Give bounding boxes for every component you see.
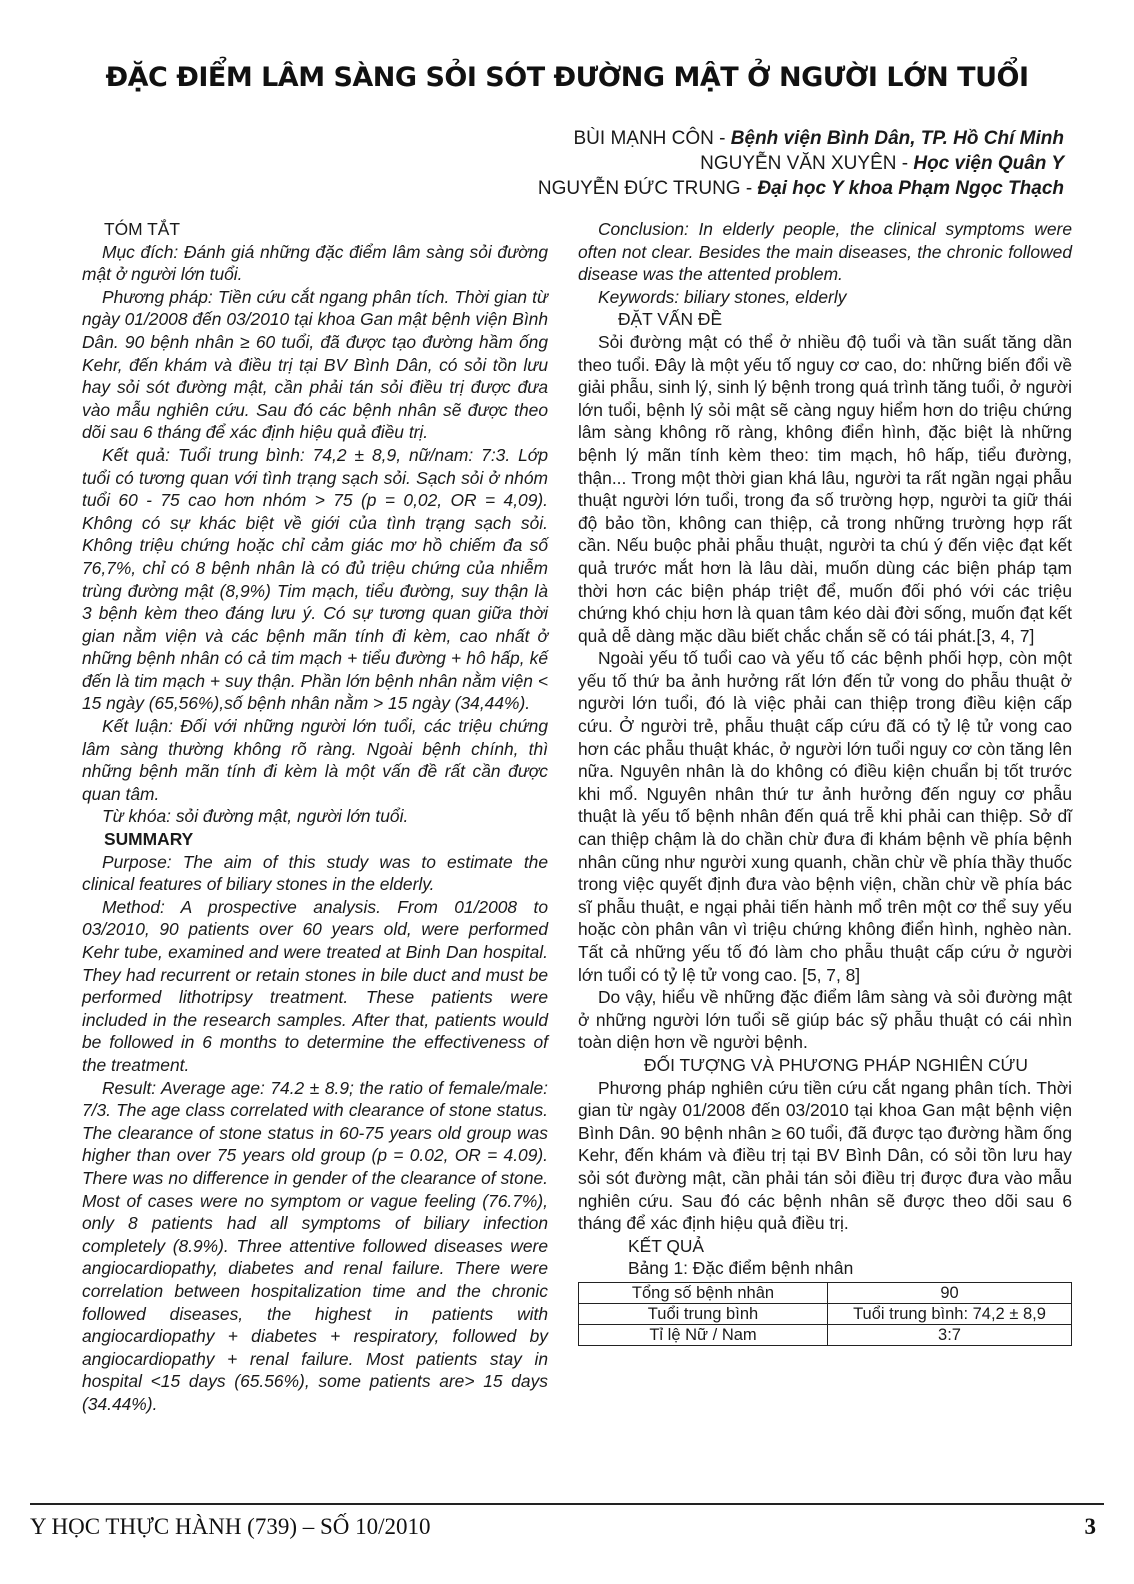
table-cell: Tuổi trung bình: 74,2 ± 8,9 [828,1303,1072,1324]
summary-conclusion: Conclusion: In elderly people, the clinical symptoms were often not clear. Besides the main diseases, the chronic followed disease was the attented problem. [578,219,1072,285]
author-name: NGUYỄN ĐỨC TRUNG - [537,178,758,199]
intro-paragraph: Do vậy, hiểu về những đặc điểm lâm sàng và sỏi đường mật ở những người lớn tuổi sẽ giúp bác sỹ phẫu thuật có cái nhìn toàn diện hơn về người bệnh. [578,987,1072,1053]
table-cell: Tổng số bệnh nhân [579,1282,828,1303]
summary-result: Result: Average age: 74.2 ± 8.9; the ratio of female/male: 7/3. The age class correlated with clearance of stone status. The clearance of stone status in 60-75 years old group was higher than over 75 years old group (p = 0.02, OR = 4.09). There was no difference in gender of the clearance of stone. Most of cases were no symptom or vague feeling (76.7%), only 8 patients had all symptoms of biliary infection completely (8.9%). Three attentive followed diseases were angiocardiopathy, diabetes and renal failure. There were correlation between hospitalization time and the chronic followed diseases, the highest in patients with angiocardiopathy + diabetes + respiratory, followed by angiocardiopathy + renal failure. Most patients stay in hospital <15 days (65.56%), some patients are> 15 days (34.44%). [82,1077,548,1414]
author-name: NGUYỄN VĂN XUYÊN - [700,153,914,174]
intro-paragraph: Sỏi đường mật có thể ở nhiều độ tuổi và tần suất tăng dần theo tuổi. Đây là một yếu tố nguy cơ cao, do: những biến đổi về giải phẫu, sinh lý, sinh lý bệnh trong quá trình tăng tuổi, ở người lớn tuổi, bệnh lý sỏi mật sẽ càng nguy hiểm hơn do triệu chứng lâm sàng không rõ ràng, không điển hình, đặc biệt là những bệnh lý mãn tính kèm theo: tim mạch, hô hấp, tiểu đường, thận... Trong một thời gian khá lâu, người ta rất ngần ngại phẫu thuật người lớn tuổi, trong đa số trường hợp, người ta giữ thái độ bảo tồn, không can thiệp, cả trong những trường hợp rất cần. Nếu buộc phải phẫu thuật, người ta chú ý đến việc đạt kết quả trước mắt hơn là lâu dài, muốn dùng các biện pháp tạm thời hơn các biện pháp triệt để, muốn đối phó với các triệu chứng khó chịu hơn là quan tâm kéo dài đời sống, muốn đạt kết quả dễ dàng mặc dầu biết chắc chắn sẽ có tái phát.[3, 4, 7] [578,331,1072,646]
summary-purpose: Purpose: The aim of this study was to estimate the clinical features of biliary stones in the elderly. [82,851,548,895]
table-row [579,1324,1072,1345]
table-cell: Tuổi trung bình [579,1303,828,1324]
author-line [538,126,1064,151]
left-column [82,218,548,1415]
footer-divider [30,1503,1104,1505]
author-affiliation: Bệnh viện Bình Dân, TP. Hồ Chí Minh [730,128,1064,149]
author-line [538,151,1064,176]
table-cell: Tỉ lệ Nữ / Nam [579,1324,828,1345]
article-title: ĐẶC ĐIỂM LÂM SÀNG SỎI SÓT ĐƯỜNG MẬT Ở NGƯỜI LỚN TUỔI [105,62,1029,93]
intro-paragraph: Ngoài yếu tố tuổi cao và yếu tố các bệnh phối hợp, còn một yếu tố thứ ba ảnh hưởng rất lớn đến tử vong do phẫu thuật ở người lớn tuổi, đó là việc phải can thiệp trong điều kiện cấp cứu. Ở người trẻ, phẫu thuật cấp cứu đã có tỷ lệ tử vong cao hơn các phẫu thuật khác, ở người lớn tuổi nguy cơ còn tăng lên nữa. Nguyên nhân là do không có điều kiện chuẩn bị tốt trước khi mổ. Nguyên nhân thứ tư ảnh hưởng đến nguy cơ phẫu thuật là yếu tố bệnh nhân đến quá trễ khi phải can thiệp. Sở dĩ can thiệp chậm là do chần chừ đưa đi khám bệnh về phía bệnh nhân cũng như người xung quanh, chần chừ về phía thầy thuốc trong việc quyết định đưa vào bệnh viện, chần chừ về phía bác sĩ phẫu thuật, e ngại phải tiến hành mổ trên một cơ thể suy yếu hoặc còn phân vân vì triệu chứng không điển hình, nghèo nàn. Tất cả những yếu tố đó làm cho phẫu thuật cấp cứu ở người lớn tuổi có tỷ lệ tử vong cao. [5, 7, 8] [578,648,1072,985]
abstract-purpose: Mục đích: Đánh giá những đặc điểm lâm sàng sỏi đường mật ở người lớn tuổi. [82,241,548,285]
author-name: BÙI MẠNH CÔN - [573,128,731,149]
table-caption: Bảng 1: Đặc điểm bệnh nhân [628,1258,854,1279]
intro-heading: ĐẶT VẤN ĐỀ [618,309,723,330]
abstract-keywords: Từ khóa: sỏi đường mật, người lớn tuổi. [102,806,409,827]
table-cell: 3:7 [828,1324,1072,1345]
methods-paragraph: Phương pháp nghiên cứu tiền cứu cắt ngang phân tích. Thời gian từ ngày 01/2008 đến 03/2010 tại khoa Gan mật bệnh viện Bình Dân. 90 bệnh nhân ≥ 60 tuổi, đã được tạo đường hầm ống Kehr, đến khám và điều trị tại BV Bình Dân, có sỏi tồn lưu hay sỏi sót đường mật, cần phải tán sỏi điều trị được đưa vào mẫu nghiên cứu. Sau đó các bệnh nhân sẽ được theo dõi sau 6 tháng để xác định hiệu quả điều trị. [578,1077,1072,1234]
author-affiliation: Đại học Y khoa Phạm Ngọc Thạch [757,178,1064,199]
author-list [538,126,1064,201]
author-affiliation: Học viện Quân Y [913,153,1064,174]
summary-heading: SUMMARY [104,829,194,850]
abstract-result: Kết quả: Tuổi trung bình: 74,2 ± 8,9, nữ/nam: 7:3. Lớp tuổi có tương quan với tình trạng sạch sỏi. Sạch sỏi ở nhóm tuổi 60 - 75 cao hơn nhóm > 75 (p = 0,02, OR = 4,09). Không có sự khác biệt về giới của tình trạng sạch sỏi. Không triệu chứng hoặc chỉ cảm giác mơ hồ chiếm đa số 76,7%, chỉ có 8 bệnh nhân là có đủ triệu chứng của nhiễm trùng đường mật (8,9%) Tim mạch, tiểu đường, suy thận là 3 bệnh kèm theo đáng lưu ý. Có sự tương quan giữa thời gian nằm viện và các bệnh mãn tính đi kèm, cao nhất ở những bệnh nhân có cả tim mạch + tiểu đường + hô hấp, kế đến là tim mạch + suy thận. Phần lớn bệnh nhân nằm viện < 15 ngày (65,56%),số bệnh nhân nằm > 15 ngày (34,44%). [82,444,548,714]
abstract-method: Phương pháp: Tiền cứu cắt ngang phân tích. Thời gian từ ngày 01/2008 đến 03/2010 tại khoa Gan mật bệnh viện Bình Dân. 90 bệnh nhân ≥ 60 tuổi, đã được tạo đường hầm ống Kehr, đến khám và điều trị tại BV Bình Dân, có sỏi tồn lưu hay sỏi sót đường mật, cần phải tán sỏi điều trị được đưa vào mẫu nghiên cứu. Sau đó các bệnh nhân sẽ được theo dõi sau 6 tháng để xác định hiệu quả điều trị. [82,286,548,443]
abstract-conclusion: Kết luận: Đối với những người lớn tuổi, các triệu chứng lâm sàng thường không rõ ràng. Ngoài bệnh chính, thì những bệnh mãn tính đi kèm là một vấn đề rất cần được quan tâm. [82,716,548,804]
journal-footer: Y HỌC THỰC HÀNH (739) – SỐ 10/2010 [30,1514,431,1539]
table-cell: 90 [828,1282,1072,1303]
table-row [579,1282,1072,1303]
abstract-heading: TÓM TẮT [104,219,180,239]
summary-keywords: Keywords: biliary stones, elderly [598,286,847,307]
author-line [538,176,1064,201]
table-row [579,1303,1072,1324]
patient-characteristics-table [578,1282,1072,1346]
methods-heading: ĐỐI TƯỢNG VÀ PHƯƠNG PHÁP NGHIÊN CỨU [644,1054,1028,1075]
results-heading: KẾT QUẢ [628,1235,705,1256]
right-column [578,218,1072,1346]
summary-method: Method: A prospective analysis. From 01/2008 to 03/2010, 90 patients over 60 years old, were performed Kehr tube, examined and were treated at Binh Dan hospital. They had recurrent or retain stones in bile duct and must be performed lithotripsy treatment. These patients were included in the research samples. After that, patients would be followed in 6 months to determine the effectiveness of the treatment. [82,896,548,1075]
page-number: 3 [1084,1514,1096,1539]
